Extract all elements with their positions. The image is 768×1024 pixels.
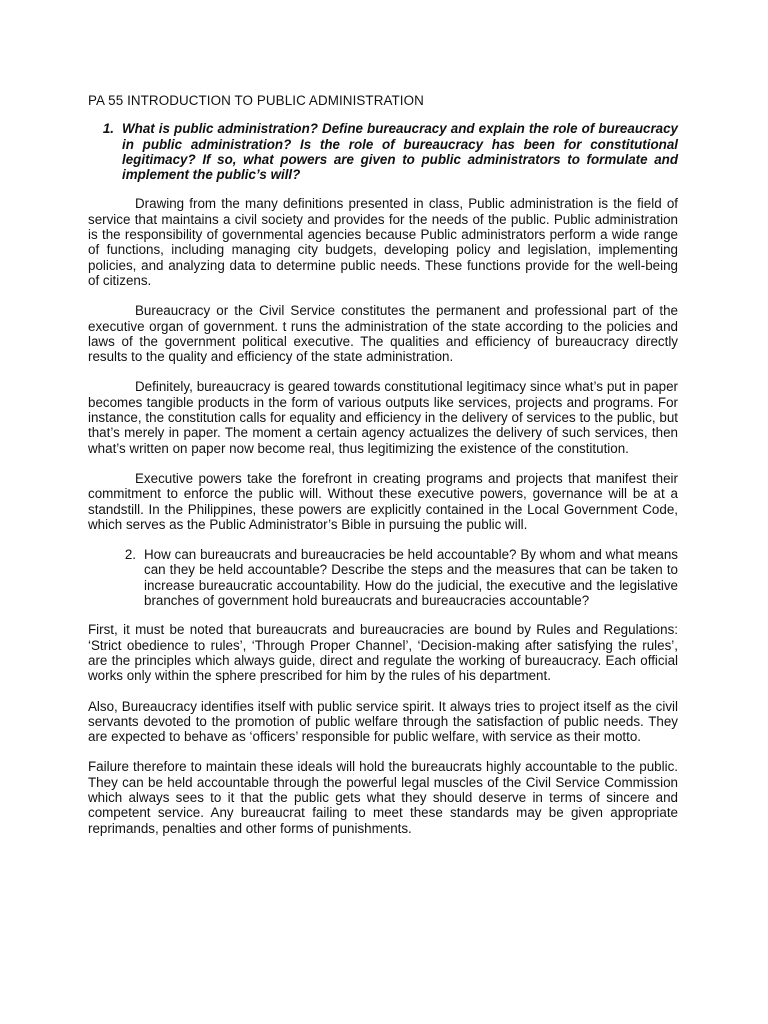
answer-2-paragraph-2: Also, Bureaucracy identifies itself with public service spirit. It always tries to project itself as the civil servants devoted to the promotion of public welfare through the satisfaction of public needs. They are expected to behave as ‘officers’ responsible for public welfare, with service as their motto. (88, 698, 678, 745)
question-2-number: 2. (124, 547, 136, 563)
question-2-text: How can bureaucrats and bureaucracies be held accountable? By whom and what means can they be held accountable? Describe the steps and the measures that can be taken to increase bureaucratic accountability. How do the judicial, the executive and the legislative branches of government hold bureaucrats and bureaucracies accountable? (144, 547, 678, 609)
document-body (88, 93, 678, 851)
answer-2-paragraph-1: First, it must be noted that bureaucrats and bureaucracies are bound by Rules and Regulations: ‘Strict obedience to rules’, ‘Through Proper Channel’, ‘Decision-making after satisfying the rules’, are the principles which always guide, direct and regulate the working of bureaucracy. Each official works only within the sphere prescribed for him by the rules of his department. (88, 622, 678, 684)
question-1-text: What is public administration? Define bureaucracy and explain the role of bureaucracy in public administration? Is the role of bureaucracy has been for constitutional legitimacy? If so, what powers are given to public administrators to formulate and implement the public’s will? (122, 121, 678, 183)
answer-2-paragraph-3: Failure therefore to maintain these ideals will hold the bureaucrats highly accountable to the public. They can be held accountable through the powerful legal muscles of the Civil Service Commission which always sees to it that the public gets what they should deserve in terms of sincere and competent service. Any bureaucrat failing to meet these standards may be given appropriate reprimands, penalties and other forms of punishments. (88, 759, 678, 836)
answer-1-paragraph-2: Bureaucracy or the Civil Service constitutes the permanent and professional part of the executive organ of government. t runs the administration of the state according to the policies and laws of the government political executive. The qualities and efficiency of bureaucracy directly results to the quality and efficiency of the state administration. (88, 303, 678, 365)
question-1 (88, 121, 678, 182)
answer-1-paragraph-4: Executive powers take the forefront in creating programs and projects that manifest their commitment to enforce the public will. Without these executive powers, governance will be at a standstill. In the Philippines, these powers are explicitly contained in the Local Government Code, which serves as the Public Administrator’s Bible in pursuing the public will. (88, 470, 678, 532)
answer-1-paragraph-1: Drawing from the many definitions presented in class, Public administration is the field of service that maintains a civil society and provides for the needs of the public. Public administration is the responsibility of governmental agencies because Public administrators perform a wide range of functions, including managing city budgets, developing policy and legislation, implementing policies, and analyzing data to determine public needs. These functions provide for the well-being of citizens. (88, 196, 678, 288)
question-1-number: 1. (102, 121, 114, 137)
question-2 (110, 547, 678, 608)
answer-1-paragraph-3: Definitely, bureaucracy is geared towards constitutional legitimacy since what’s put in paper becomes tangible products in the form of various outputs like services, projects and programs. For instance, the constitution calls for equality and efficiency in the delivery of services to the public, but that’s merely in paper. The moment a certain agency actualizes the delivery of such services, then what’s written on paper now become real, thus legitimizing the existence of the constitution. (88, 379, 678, 456)
document-title: PA 55 INTRODUCTION TO PUBLIC ADMINISTRATION (88, 93, 424, 108)
